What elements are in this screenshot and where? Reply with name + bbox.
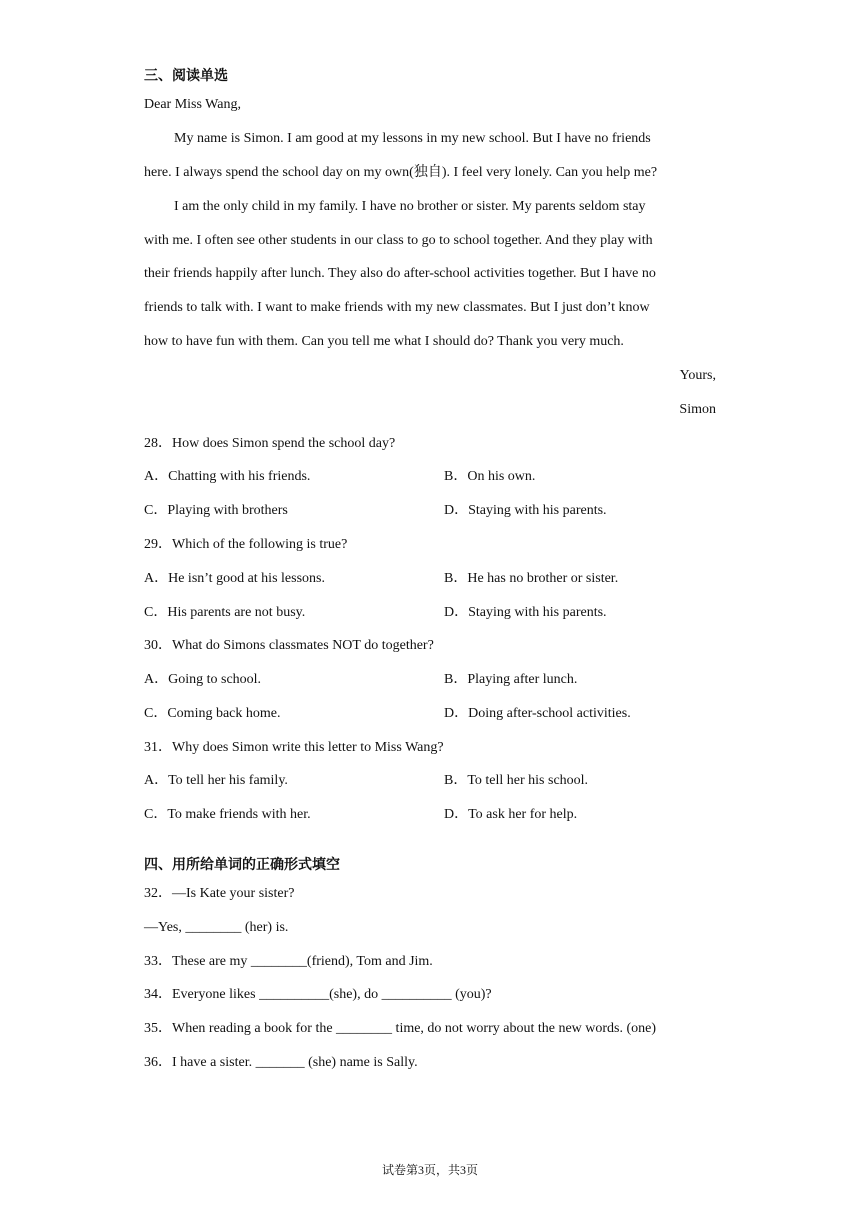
- option-b: B．Playing after lunch.: [444, 672, 578, 687]
- fill-blank-item: 35．When reading a book for the ________ time, do not worry about the new words. (one): [144, 1021, 657, 1036]
- option-a: A．Going to school.: [144, 672, 262, 687]
- letter-line: I am the only child in my family. I have no brother or sister. My parents seldom stay: [174, 199, 646, 214]
- letter-line: friends to talk with. I want to make friends with my new classmates. But I just don’t know: [144, 300, 650, 315]
- page-footer: 试卷第3页，共3页: [381, 1163, 478, 1177]
- option-d: D．Staying with his parents.: [444, 605, 607, 620]
- option-a: A．He isn’t good at his lessons.: [144, 571, 325, 586]
- option-c: C．His parents are not busy.: [144, 605, 306, 620]
- fill-blank-item: 36．I have a sister. _______ (she) name is Sally.: [144, 1055, 418, 1070]
- option-d: D．Staying with his parents.: [444, 503, 607, 518]
- question-stem: 31．Why does Simon write this letter to Miss Wang?: [144, 740, 444, 755]
- section-3-title: 三、阅读单选: [144, 68, 228, 84]
- letter-signature: Simon: [679, 402, 716, 417]
- fill-blank-item: —Yes, ________ (her) is.: [144, 920, 289, 935]
- question-stem: 29．Which of the following is true?: [144, 537, 348, 552]
- option-d: D．Doing after-school activities.: [444, 706, 631, 721]
- option-c: C．Coming back home.: [144, 706, 281, 721]
- option-c: C．Playing with brothers: [144, 503, 288, 518]
- option-b: B．He has no brother or sister.: [444, 571, 619, 586]
- letter-line: with me. I often see other students in our class to go to school together. And they play with: [144, 233, 653, 248]
- option-b: B．On his own.: [444, 469, 536, 484]
- option-c: C．To make friends with her.: [144, 807, 311, 822]
- fill-blank-item: 32．—Is Kate your sister?: [144, 886, 295, 901]
- letter-line: My name is Simon. I am good at my lessons in my new school. But I have no friends: [174, 131, 651, 146]
- letter-line: here. I always spend the school day on my own(独自). I feel very lonely. Can you help me?: [144, 165, 658, 180]
- question-stem: 28．How does Simon spend the school day?: [144, 436, 396, 451]
- section-4-title: 四、用所给单词的正确形式填空: [144, 857, 340, 873]
- option-a: A．To tell her his family.: [144, 773, 288, 788]
- fill-blank-item: 34．Everyone likes __________(she), do __________ (you)?: [144, 987, 492, 1002]
- question-stem: 30．What do Simons classmates NOT do together?: [144, 638, 434, 653]
- option-a: A．Chatting with his friends.: [144, 469, 311, 484]
- letter-line: how to have fun with them. Can you tell me what I should do? Thank you very much.: [144, 334, 624, 349]
- option-d: D．To ask her for help.: [444, 807, 578, 822]
- letter-line: their friends happily after lunch. They also do after-school activities together. But I have no: [144, 266, 656, 281]
- letter-salutation: Dear Miss Wang,: [144, 97, 241, 112]
- fill-blank-item: 33．These are my ________(friend), Tom and Jim.: [144, 954, 433, 969]
- option-b: B．To tell her his school.: [444, 773, 589, 788]
- letter-closing: Yours,: [679, 368, 716, 383]
